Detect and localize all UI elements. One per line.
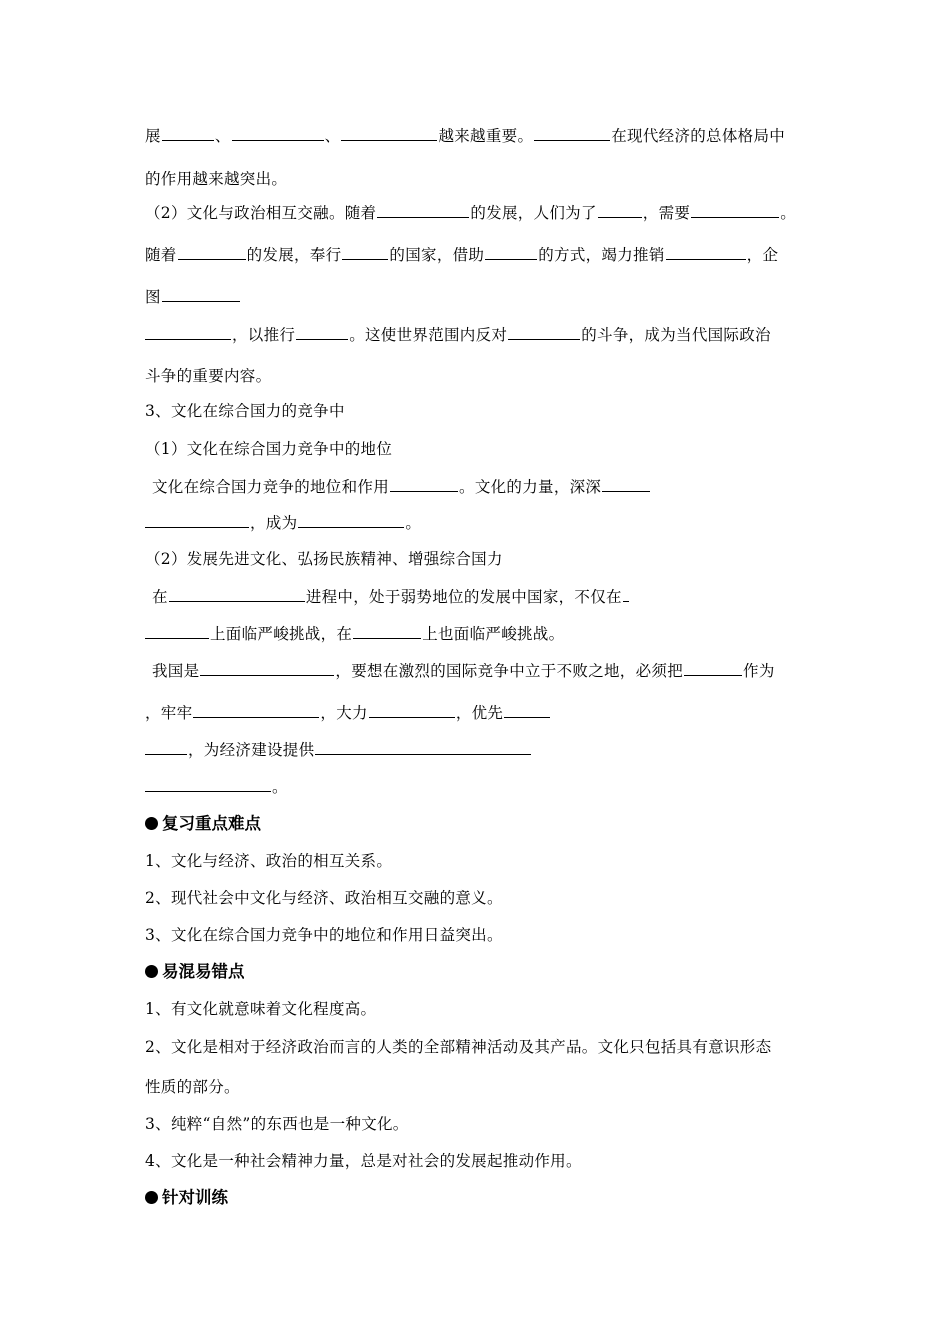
list-item: 2、现代社会中文化与经济、政治相互交融的意义。 <box>145 889 503 907</box>
fill-blank[interactable] <box>145 624 209 639</box>
fill-blank[interactable] <box>162 287 240 302</box>
fill-blank[interactable] <box>298 513 404 528</box>
text-line: 在 进程中，处于弱势地位的发展中国家，不仅在 <box>152 587 630 607</box>
text-line: ，牢牢 ，大力 ，优先 <box>145 703 551 723</box>
list-item: 1、文化与经济、政治的相互关系。 <box>145 852 393 870</box>
fill-blank[interactable] <box>296 325 348 340</box>
text-line: 。 <box>145 777 288 797</box>
section-heading-key-points: 复习重点难点 <box>145 814 261 834</box>
text-line: 图 <box>145 287 241 307</box>
section-heading-practice: 针对训练 <box>145 1188 228 1208</box>
fill-blank[interactable] <box>315 740 531 755</box>
text-line: 我国是 ，要想在激烈的国际竞争中立于不败之地，必须把 作为 <box>152 662 775 680</box>
text-line: ，以推行 。这使世界范围内反对 的斗争，成为当代国际政治 <box>145 325 771 345</box>
text-line: 斗争的重要内容。 <box>145 367 272 385</box>
fill-blank[interactable] <box>534 126 610 141</box>
bullet-icon <box>145 965 158 978</box>
fill-blank[interactable] <box>178 245 246 260</box>
text-line: （2）文化与政治相互交融。随着 的发展，人们为了 ，需要 。 <box>145 204 796 222</box>
list-item: 2、文化是相对于经济政治而言的人类的全部精神活动及其产品。文化只包括具有意识形态 <box>145 1038 772 1056</box>
fill-blank[interactable] <box>390 477 458 492</box>
fill-blank[interactable] <box>377 203 469 218</box>
fill-blank[interactable] <box>162 126 214 141</box>
section-heading-confusing-points: 易混易错点 <box>145 962 245 982</box>
fill-blank[interactable] <box>602 477 650 492</box>
text-line: ，为经济建设提供 <box>145 740 532 760</box>
fill-blank[interactable] <box>145 740 187 755</box>
text-line: 展 、 、 越来越重要。 在现代经济的总体格局中 <box>145 127 786 145</box>
section-title: 3、文化在综合国力的竞争中 <box>145 402 345 420</box>
list-item: 3、纯粹“自然”的东西也是一种文化。 <box>145 1115 409 1133</box>
fill-blank[interactable] <box>169 587 305 602</box>
subsection-title: （2）发展先进文化、弘扬民族精神、增强综合国力 <box>145 550 503 568</box>
text-line: ，成为 。 <box>145 513 421 533</box>
fill-blank[interactable] <box>145 513 249 528</box>
fill-blank[interactable] <box>666 245 746 260</box>
list-item: 1、有文化就意味着文化程度高。 <box>145 1000 377 1018</box>
fill-blank[interactable] <box>598 203 642 218</box>
fill-blank[interactable] <box>341 126 437 141</box>
fill-blank[interactable] <box>342 245 388 260</box>
fill-blank[interactable] <box>145 777 271 792</box>
text-line: 随着 的发展，奉行 的国家，借助 的方式，竭力推销 ，企 <box>145 246 779 264</box>
fill-blank[interactable] <box>691 203 779 218</box>
fill-blank[interactable] <box>508 325 580 340</box>
fill-blank[interactable] <box>623 587 629 602</box>
fill-blank[interactable] <box>145 325 231 340</box>
list-item-continued: 性质的部分。 <box>145 1078 240 1096</box>
fill-blank[interactable] <box>369 703 455 718</box>
text-line: 的作用越来越突出。 <box>145 170 288 188</box>
text-line: 文化在综合国力竞争的地位和作用 。文化的力量，深深 <box>152 477 651 497</box>
fill-blank[interactable] <box>232 126 324 141</box>
fill-blank[interactable] <box>353 624 421 639</box>
subsection-title: （1）文化在综合国力竞争中的地位 <box>145 440 393 458</box>
fill-blank[interactable] <box>193 703 319 718</box>
bullet-icon <box>145 1191 158 1204</box>
fill-blank[interactable] <box>200 661 334 676</box>
fill-blank[interactable] <box>504 703 550 718</box>
list-item: 4、文化是一种社会精神力量，总是对社会的发展起推动作用。 <box>145 1152 582 1170</box>
text-line: 上面临严峻挑战，在 上也面临严峻挑战。 <box>145 624 564 644</box>
fill-blank[interactable] <box>684 661 742 676</box>
list-item: 3、文化在综合国力竞争中的地位和作用日益突出。 <box>145 926 503 944</box>
fill-blank[interactable] <box>485 245 537 260</box>
bullet-icon <box>145 817 158 830</box>
